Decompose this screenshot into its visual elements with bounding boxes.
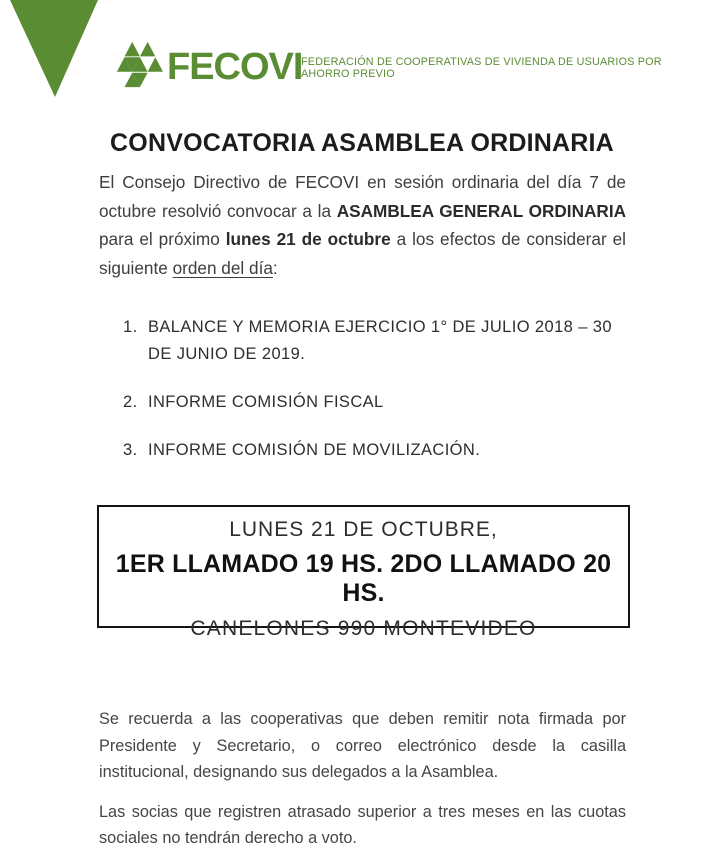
footer-notes: [99, 706, 626, 854]
intro-text-1: El Consejo Directivo de FECOVI en sesión ordinaria del día 7 de octubre resolvió convocar a la: [99, 172, 626, 221]
agenda-item: [123, 389, 615, 416]
notice-box: [97, 505, 630, 640]
footer-note-delegates: Se recuerda a las cooperativas que deben remitir nota firmada por Presidente y Secretario, o correo electrónico desde la casilla institucional, designando sus delegados a la Asamblea.: [99, 710, 626, 781]
agenda-item-text: INFORME COMISIÓN DE MOVILIZACIÓN.: [148, 441, 481, 459]
agenda-list: [123, 314, 615, 485]
corner-triangle-decoration: [0, 0, 110, 100]
agenda-item: [123, 314, 615, 368]
orden-del-dia-underlined: orden del día: [172, 257, 273, 278]
agenda-item-text: INFORME COMISIÓN FISCAL: [148, 393, 384, 411]
agenda-item-number: 1.: [123, 318, 138, 336]
intro-text-4: :: [272, 257, 278, 278]
intro-text-3: a los efectos de considerar el siguiente: [99, 229, 626, 278]
asamblea-emphasis: ASAMBLEA GENERAL ORDINARIA: [336, 200, 627, 221]
notice-calls-line: 1ER LLAMADO 19 HS. 2DO LLAMADO 20 HS.: [115, 550, 612, 607]
agenda-item-number: 2.: [123, 393, 138, 411]
intro-paragraph: [99, 168, 626, 282]
fecovi-wordmark: FECOVI: [167, 46, 303, 88]
fecovi-logo-icon: [113, 40, 163, 90]
notice-date-line: LUNES 21 DE OCTUBRE,: [229, 518, 498, 541]
page-title: CONVOCATORIA ASAMBLEA ORDINARIA: [110, 129, 614, 157]
notice-address-line: CANELONES 990 MONTEVIDEO: [190, 617, 537, 640]
agenda-item-number: 3.: [123, 441, 138, 459]
agenda-item: [123, 437, 615, 464]
intro-text-2: para el próximo: [99, 229, 226, 249]
brand-tagline: FEDERACIÓN DE COOPERATIVAS DE VIVIENDA DE USUARIOS POR AHORRO PREVIO: [301, 56, 662, 80]
date-emphasis: lunes 21 de octubre: [225, 229, 391, 249]
footer-note-voting: Las socias que registren atrasado superior a tres meses en las cuotas sociales no tendrán derecho a voto.: [99, 802, 626, 847]
agenda-item-text: BALANCE Y MEMORIA EJERCICIO 1° DE JULIO 2018 – 30 DE JUNIO DE 2019.: [148, 318, 612, 363]
